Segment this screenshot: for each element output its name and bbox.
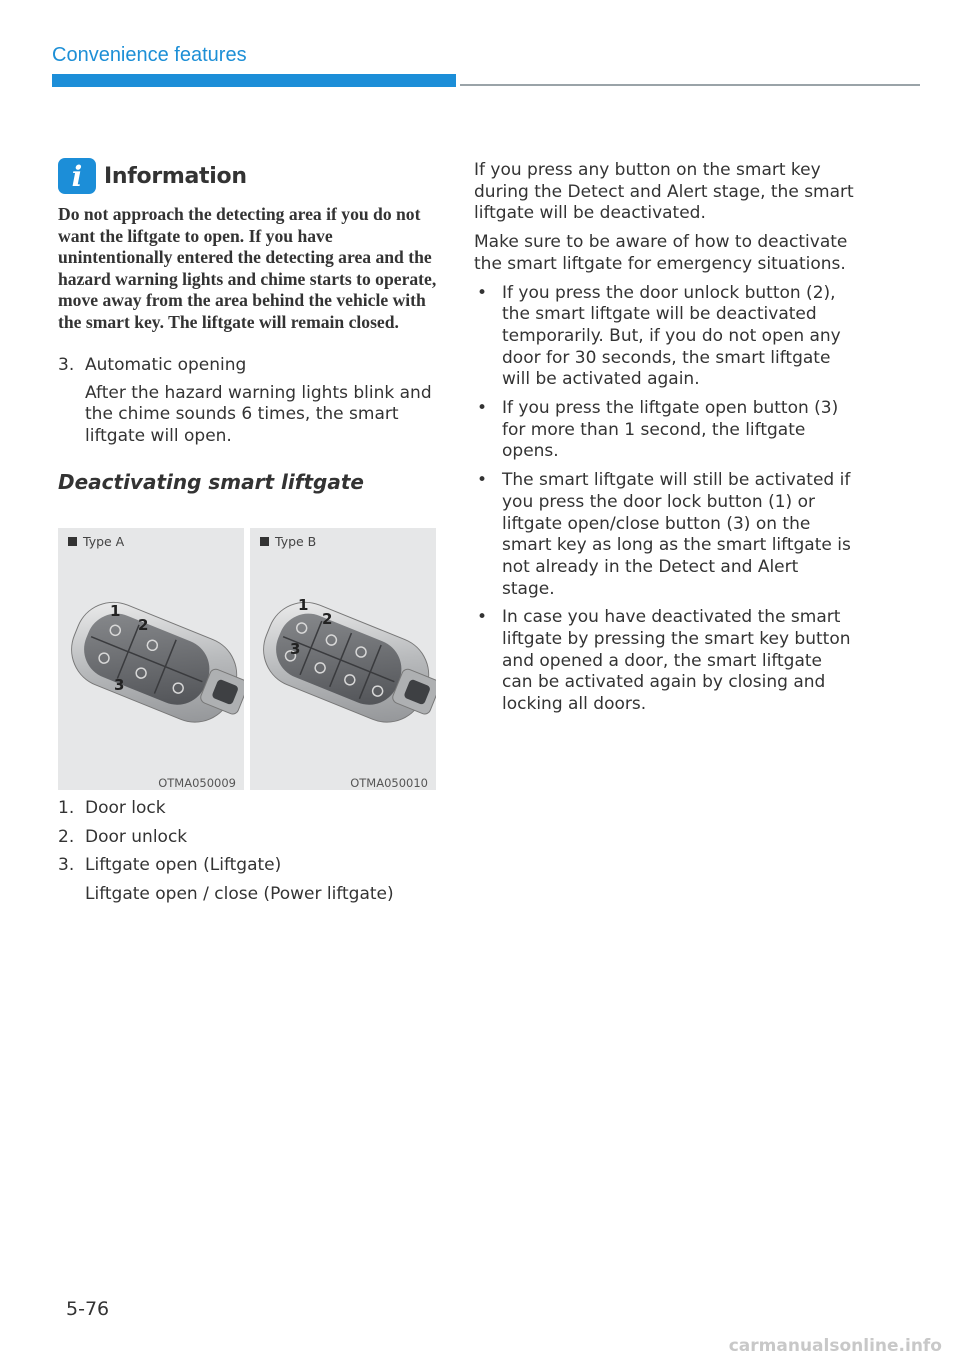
step-text: After the hazard warning lights blink and the chime sounds 6 times, the smart liftgate will open.: [85, 382, 432, 447]
information-body: Do not approach the detecting area if you do not want the liftgate to open. If you have unintentionally entered the detecting area and the hazard warning lights and chime starts to operate, move away from the area behind the vehicle with the smart key. The liftgate will remain closed.: [58, 204, 437, 332]
bullet-text: In case you have deactivated the smart liftgate by pressing the smart key button and opened a door, the smart liftgate can be activated again by closing and locking all doors.: [502, 607, 851, 715]
figure-label: [260, 534, 316, 549]
figure-type-b: [250, 528, 436, 790]
smart-key-image: [250, 552, 436, 774]
watermark: carmanualsonline.info: [728, 1336, 942, 1356]
bullet-item: [474, 607, 854, 716]
info-icon: i: [58, 158, 96, 194]
list-number: 2.: [58, 826, 75, 847]
information-title: Information: [104, 163, 247, 189]
paragraph: If you press any button on the smart key during the Detect and Alert stage, the smart liftgate will be deactivated.: [474, 160, 854, 224]
bullet-item: [474, 398, 854, 463]
callout-3: 3: [290, 640, 301, 658]
bullet-text: If you press the liftgate open button (3) for more than 1 second, the liftgate opens.: [502, 398, 839, 462]
callout-1: 1: [298, 596, 309, 614]
list-text: Liftgate open (Liftgate): [85, 855, 282, 876]
list-item: [58, 827, 438, 849]
list-text: Door unlock: [85, 826, 188, 847]
figure-label: [68, 534, 124, 549]
callout-1: 1: [110, 602, 121, 620]
smart-key-image: [58, 552, 244, 774]
right-column: [474, 160, 854, 723]
bullet-marker: •: [477, 607, 488, 628]
step-list: [58, 355, 438, 448]
step-item: [58, 355, 438, 377]
step-number: 3.: [58, 355, 75, 375]
left-column: [58, 156, 438, 494]
callout-2: 2: [138, 616, 149, 634]
list-item-extra: Liftgate open / close (Power liftgate): [85, 884, 394, 905]
bullet-item: [474, 470, 854, 600]
step-title: Automatic opening: [85, 355, 247, 375]
list-item: [58, 855, 438, 877]
bullet-item: [474, 283, 854, 392]
list-number: 1.: [58, 798, 75, 818]
figure-label-text: Type A: [83, 534, 125, 549]
bullet-text: If you press the door unlock button (2), the smart liftgate will be deactivated temporarily. But, if you do not open any door for 30 seconds, the smart liftgate will be activated again.: [502, 282, 841, 390]
figure-code: OTMA050009: [158, 776, 236, 790]
figure-type-a: [58, 528, 244, 790]
section-title: Convenience features: [52, 44, 247, 66]
paragraph: Make sure to be aware of how to deactivate the smart liftgate for emergency situations.: [474, 232, 848, 274]
subheading: Deactivating smart liftgate: [58, 469, 364, 494]
bullet-text: The smart liftgate will still be activated if you press the door lock button (1) or liftgate open/close button (3) on the smart key as long as the smart liftgate is not already in the Detect and Alert stage.: [502, 470, 851, 599]
smart-key-figures: [58, 528, 436, 790]
figure-code: OTMA050010: [350, 776, 428, 790]
callout-3: 3: [114, 676, 125, 694]
list-text: Door lock: [85, 798, 166, 818]
bullet-marker: •: [477, 398, 488, 419]
callout-2: 2: [322, 610, 333, 628]
list-number: 3.: [58, 855, 75, 876]
figure-label-text: Type B: [275, 534, 317, 549]
information-heading: [58, 156, 438, 196]
bullet-marker: •: [477, 282, 488, 303]
page-number: 5-76: [66, 1298, 110, 1320]
list-item: [58, 798, 438, 820]
header-rule-grey: [460, 84, 920, 86]
bullet-marker: •: [477, 470, 488, 491]
key-button-list: [58, 798, 438, 912]
header-rule-blue: [52, 74, 456, 87]
